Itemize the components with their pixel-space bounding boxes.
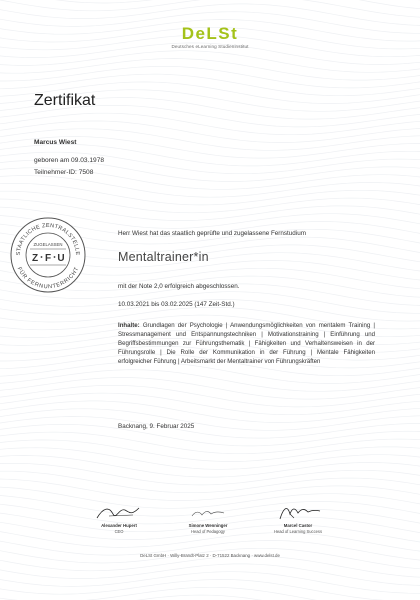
signer-role: Head of Learning Success bbox=[273, 529, 323, 534]
seal-letter-u: U bbox=[57, 253, 65, 264]
seal-letter-z: Z bbox=[31, 253, 39, 264]
birth-date: geboren am 09.03.1978 bbox=[34, 157, 105, 164]
seal-arc-top: STAATLICHE ZENTRALSTELLE bbox=[15, 222, 81, 256]
wave-line bbox=[0, 409, 420, 431]
wave-line bbox=[0, 0, 420, 17]
wave-line bbox=[0, 587, 420, 600]
contents-text: Grundlagen der Psychologie | Anwendungsmöglichkeiten von mentalem Training | Stressmanagement und Entspannungstechniken | Motivationstraining | Einführung und Begriffsbestimmungen zur Führungsthematik | Fähigkeiten und Verhaltensweisen in der Führungsrolle | Die Rolle der Kommunikation in der Führung | Mentale Fähigkeiten erfolgreicher Führung | Arbeitsmarkt der Mentaltrainer von Führungskräften bbox=[118, 322, 375, 365]
course-dates: 10.03.2021 bis 03.02.2025 (147 Zeit-Std.) bbox=[118, 301, 235, 308]
wave-line bbox=[0, 532, 420, 552]
signature-block-learning-success bbox=[253, 502, 343, 534]
wave-line bbox=[0, 556, 420, 577]
grade-text: mit der Note 2,0 erfolgreich abgeschlossen. bbox=[118, 283, 240, 290]
contents-label: Inhalte: bbox=[118, 322, 140, 329]
wave-line bbox=[0, 456, 420, 478]
signer-role: Head of Pedagogy bbox=[191, 529, 225, 534]
recipient-name: Marcus Wiest bbox=[34, 139, 77, 146]
wave-line bbox=[0, 471, 420, 493]
wave-line bbox=[0, 564, 420, 586]
delst-logo bbox=[0, 25, 420, 49]
wave-line bbox=[0, 370, 420, 392]
footer-address: DeLSt GmbH · Willy-Brandt-Platz 2 · D-71522 Backnang · www.delst.de bbox=[140, 553, 280, 558]
course-contents bbox=[118, 322, 375, 367]
seal-arc-bottom: FÜR FERNUNTERRICHT bbox=[15, 266, 81, 291]
logo-wordmark: DeLSt bbox=[181, 24, 239, 43]
wave-line bbox=[0, 432, 420, 454]
signer-role: CEO bbox=[114, 529, 124, 534]
wave-line bbox=[0, 191, 420, 213]
signer-name: Marcel Castor bbox=[283, 523, 313, 528]
wave-line bbox=[0, 572, 420, 594]
wave-line bbox=[0, 479, 420, 501]
wave-line bbox=[0, 440, 420, 462]
seal-letter-f: F bbox=[44, 253, 52, 264]
signer-name: Simone Wenninger bbox=[188, 523, 228, 528]
signature-block-pedagogy bbox=[163, 502, 253, 534]
wave-line bbox=[0, 463, 420, 485]
intro-text: Herr Wiest hat das staatlich geprüfte und zugelassene Fernstudium bbox=[118, 230, 306, 237]
wave-line bbox=[0, 401, 420, 423]
wave-line bbox=[0, 448, 420, 470]
signature-icon bbox=[178, 502, 238, 522]
course-title: Mentaltrainer*in bbox=[118, 250, 209, 264]
signature-icon bbox=[89, 502, 149, 522]
signer-name: Alexander Hupert bbox=[101, 523, 137, 528]
signature-block-ceo bbox=[74, 502, 164, 534]
place-and-date: Backnang, 9. Februar 2025 bbox=[118, 423, 195, 430]
wave-line bbox=[0, 424, 420, 446]
logo-subtitle: Deutsches eLearning Studieninstitut bbox=[171, 44, 249, 49]
seal-label: ZUGELASSEN bbox=[33, 242, 63, 247]
wave-line bbox=[0, 0, 420, 9]
wave-line bbox=[0, 51, 420, 73]
signature-icon bbox=[268, 502, 328, 522]
wave-line bbox=[0, 4, 420, 26]
certificate-title: Zertifikat bbox=[34, 92, 96, 109]
zfu-seal-icon bbox=[8, 215, 88, 295]
wave-line bbox=[0, 183, 420, 205]
wave-line bbox=[0, 66, 420, 88]
participant-id: Teilnehmer-ID: 7508 bbox=[34, 169, 94, 176]
wave-line bbox=[0, 580, 420, 600]
